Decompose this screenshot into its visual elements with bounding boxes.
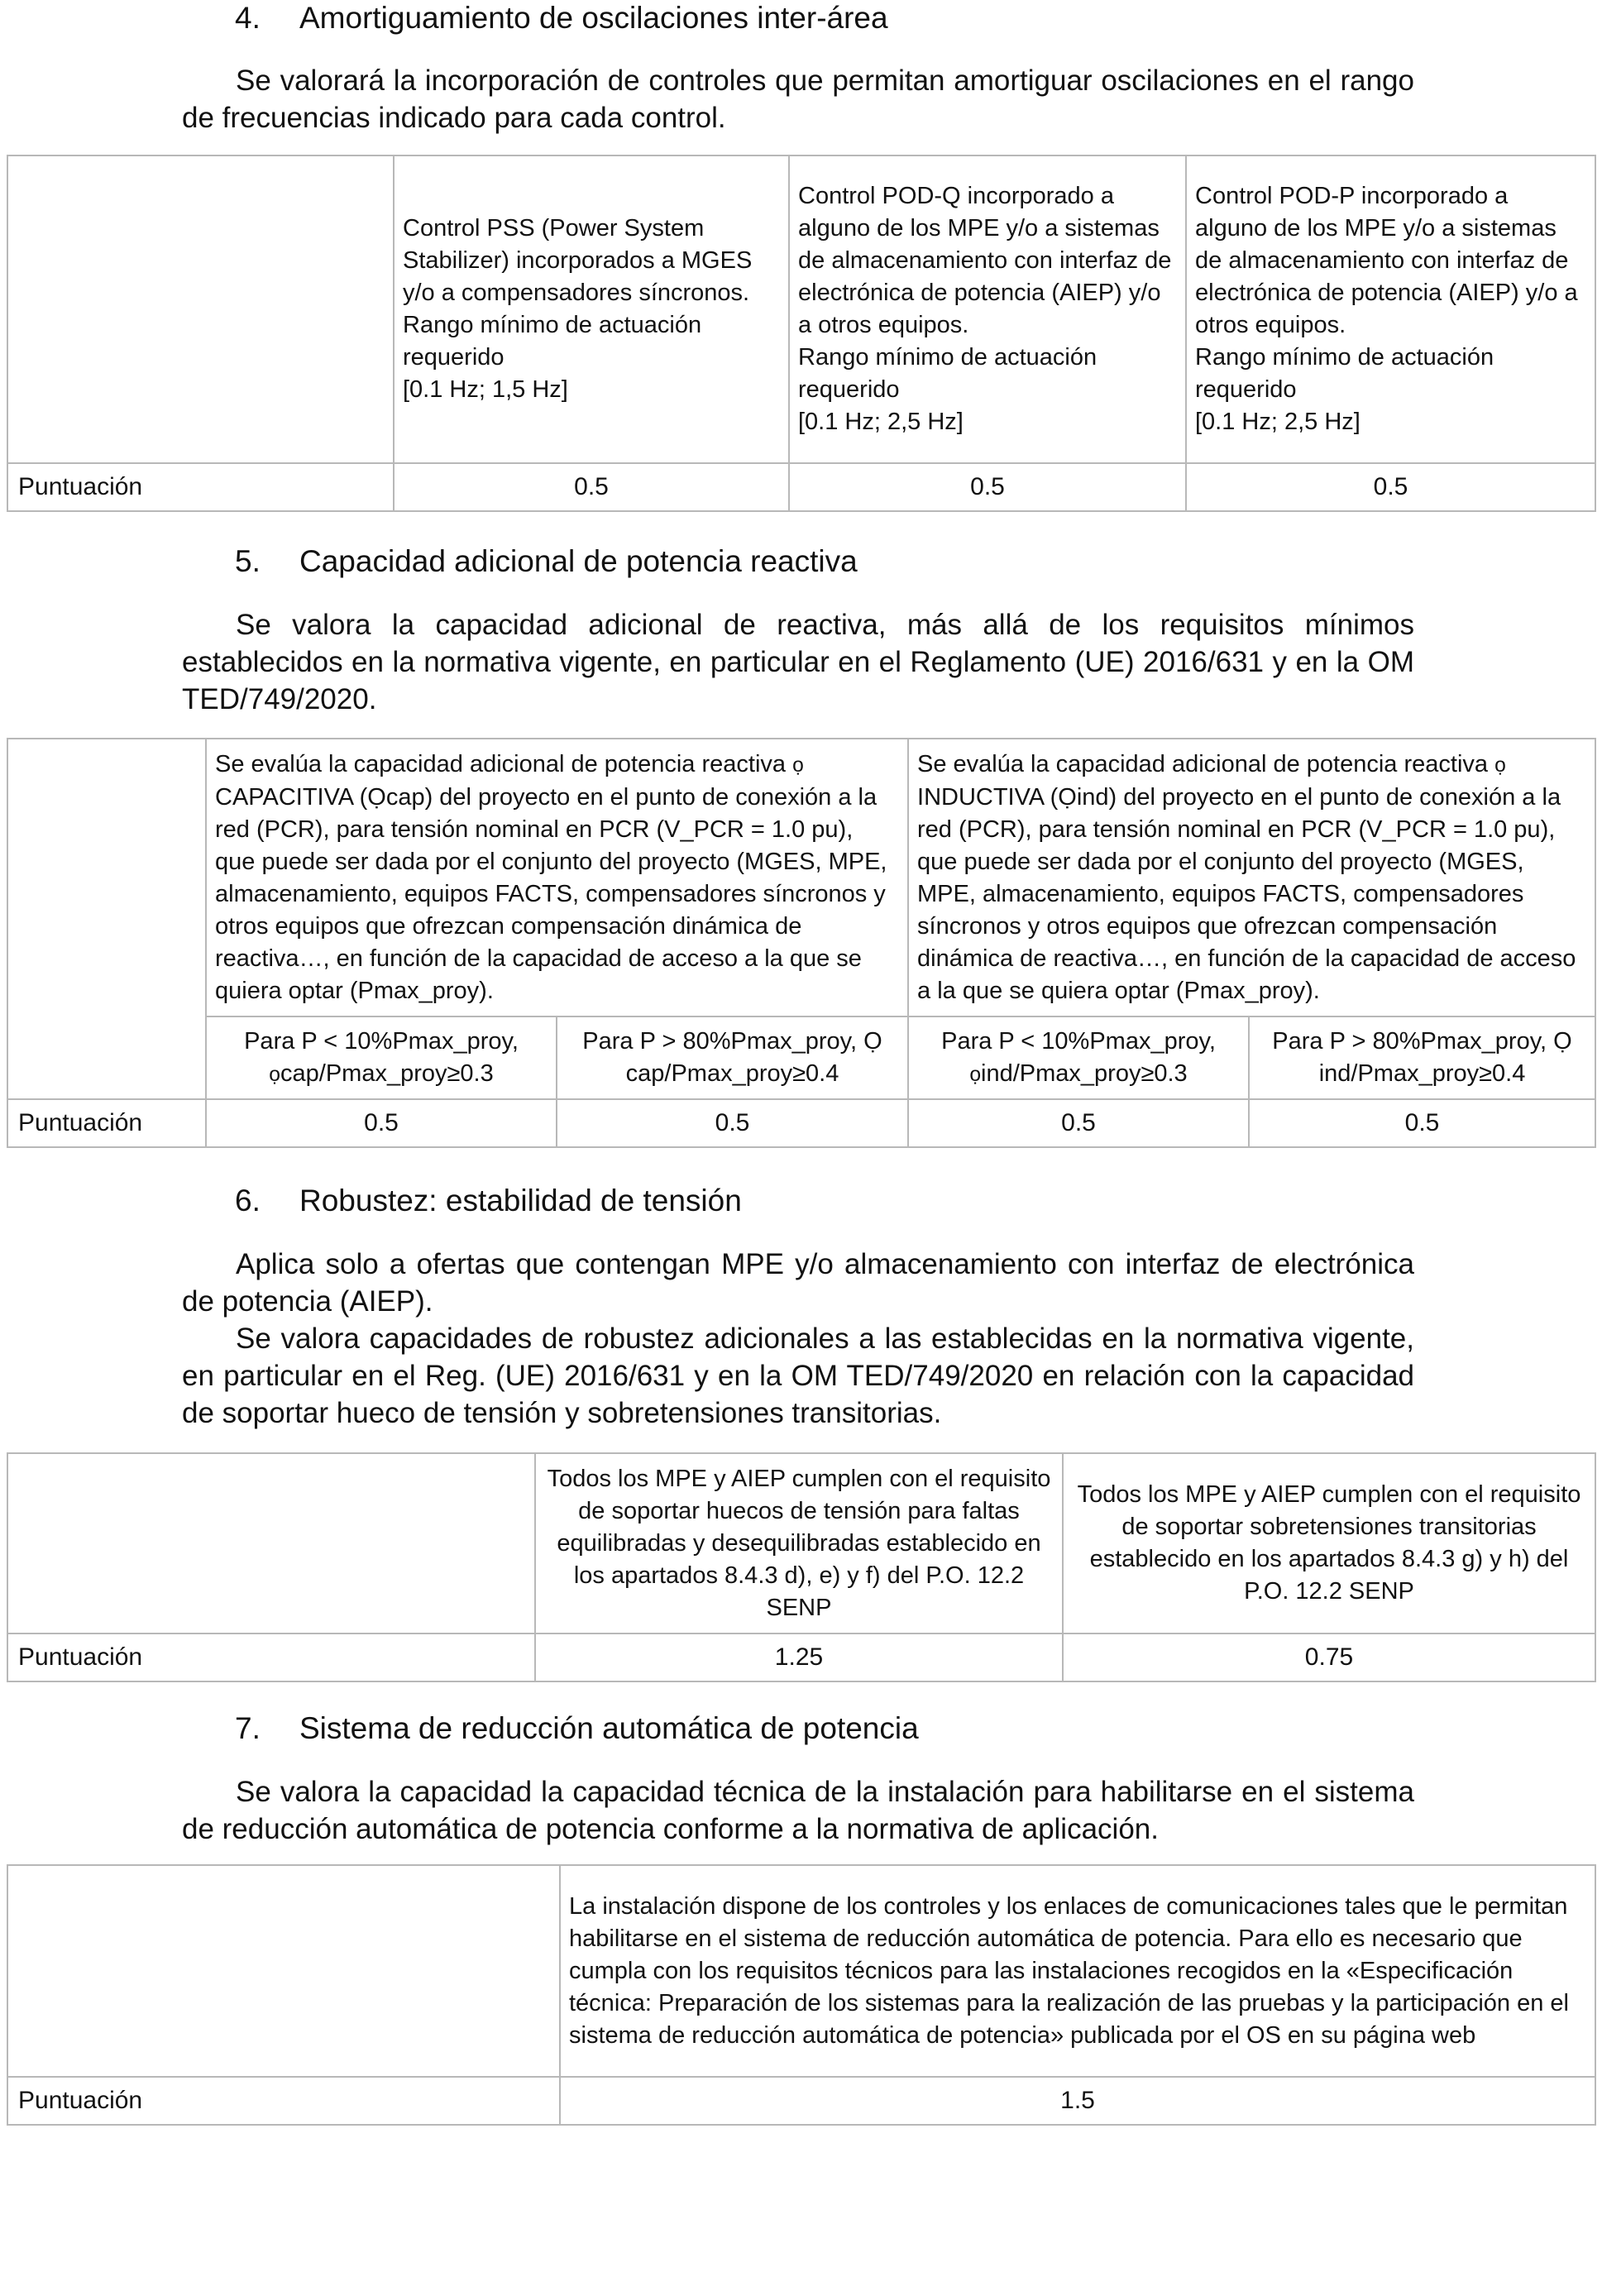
empty-cell [7, 1865, 560, 2077]
score-label: Puntuación [7, 1634, 535, 1681]
score-value: 0.5 [789, 463, 1186, 511]
empty-cell [7, 739, 206, 1099]
table-header-row [7, 1453, 1595, 1634]
section-7-title: Sistema de reducción automática de potencia [299, 1711, 919, 1745]
section-5-number: 5. [235, 544, 261, 578]
score-value: 0.5 [394, 463, 789, 511]
score-label: Puntuación [7, 2077, 560, 2125]
overvoltage-cell: Todos los MPE y AIEP cumplen con el requisito de soportar sobretensiones transitorias establecido en los apartados 8.4.3 g) y h) del P.O. 12.2 SENP [1063, 1453, 1595, 1634]
score-value: 0.5 [1249, 1099, 1595, 1147]
score-value: 0.5 [908, 1099, 1249, 1147]
pod-p-control-cell: Control POD-P incorporado a alguno de los MPE y/o a sistemas de almacenamiento con interfaz de electrónica de potencia (AIEP) y/o a otros equipos. Rango mínimo de actuación requerido [0.1 Hz; 2,5 Hz] [1186, 155, 1595, 463]
inductive-reactive-cell: Se evalúa la capacidad adicional de potencia reactiva ọ INDUCTIVA (Ọind) del proyecto en el punto de conexión a la red (PCR), para tensión nominal en PCR (V_PCR = 1.0 pu), que puede ser dada por el conjunto del proyecto (MGES, MPE, almacenamiento, equipos FACTS, compensadores síncronos y otros equipos que ofrezcan compensación dinámica de reactiva…, en función de la capacidad de acceso a la que se quiera optar (Pmax_proy). [908, 739, 1595, 1016]
q-symbol: ọ [969, 1063, 982, 1086]
pss-control-cell: Control PSS (Power System Stabilizer) incorporados a MGES y/o a compensadores síncronos. Rango mínimo de actuación requerido [0.1 Hz; 1,5 Hz] [394, 155, 789, 463]
empty-cell [7, 1453, 535, 1634]
section-7-number: 7. [235, 1711, 261, 1745]
q-symbol: ọ [1494, 753, 1506, 777]
q-symbol: ọ [792, 753, 804, 777]
section-6-table [7, 1452, 1596, 1682]
q-symbol: Ọ [1058, 783, 1077, 811]
section-6-heading [235, 1183, 742, 1219]
score-label: Puntuación [7, 463, 394, 511]
empty-cell [7, 155, 394, 463]
score-label: Puntuación [7, 1099, 206, 1147]
section-6-title: Robustez: estabilidad de tensión [299, 1184, 742, 1217]
section-5-heading [235, 543, 858, 580]
score-value: 0.5 [557, 1099, 908, 1147]
section-6-number: 6. [235, 1184, 261, 1217]
section-5-intro: Se valora la capacidad adicional de reactiva, más allá de los requisitos mínimos establecidos en la normativa vigente, en particular en el Reglamento (UE) 2016/631 y en la OM TED/749/2020. [182, 609, 1414, 715]
q-symbol: Ọ [367, 783, 386, 811]
pod-q-control-cell: Control POD-Q incorporado a alguno de los MPE y/o a sistemas de almacenamiento con interfaz de electrónica de potencia (AIEP) y/o a otros equipos. Rango mínimo de actuación requerido [0.1 Hz; 2,5 Hz] [789, 155, 1186, 463]
section-6-intro: Aplica solo a ofertas que contengan MPE y/o almacenamiento con interfaz de electrónica de potencia (AIEP). Se valora capacidades de robustez adicionales a las establecidas en la normativa vigente, en particular en el Reg. (UE) 2016/631 y en la OM TED/749/2020 en relación con la capacidad de soportar hueco de tensión y sobretensiones transitorias. [182, 1248, 1414, 1429]
score-row [7, 1634, 1595, 1681]
score-row [7, 2077, 1595, 2125]
score-value: 0.5 [206, 1099, 557, 1147]
section-4-title: Amortiguamiento de oscilaciones inter-área [299, 1, 888, 35]
section-7-heading [235, 1710, 919, 1747]
inductive-high-power-cell: Para P > 80%Pmax_proy, Ọ ind/Pmax_proy≥0.4 [1249, 1016, 1595, 1099]
section-4-heading [235, 0, 888, 36]
capacitive-reactive-cell: Se evalúa la capacidad adicional de potencia reactiva ọ CAPACITIVA (Ọcap) del proyecto en el punto de conexión a la red (PCR), para tensión nominal en PCR (V_PCR = 1.0 pu), que puede ser dada por el conjunto del proyecto (MGES, MPE, almacenamiento, equipos FACTS, compensadores síncronos y otros equipos que ofrezcan compensación dinámica de reactiva…, en función de la capacidad de acceso a la que se quiera optar (Pmax_proy). [206, 739, 908, 1016]
score-value: 1.25 [535, 1634, 1063, 1681]
table-header-row [7, 739, 1595, 1016]
section-4-intro: Se valorará la incorporación de controles que permitan amortiguar oscilaciones en el rango de frecuencias indicado para cada control. [182, 65, 1414, 134]
score-value: 0.5 [1186, 463, 1595, 511]
section-4-number: 4. [235, 1, 261, 35]
table-header-row [7, 155, 1595, 463]
section-7-table [7, 1864, 1596, 2126]
section-5-table [7, 738, 1596, 1148]
capacitive-high-power-cell: Para P > 80%Pmax_proy, Ọ cap/Pmax_proy≥0.4 [557, 1016, 908, 1099]
q-symbol: Ọ [863, 1028, 882, 1055]
table-subheader-row [7, 1016, 1595, 1099]
section-7-intro: Se valora la capacidad la capacidad técnica de la instalación para habilitarse en el sistema de reducción automática de potencia conforme a la normativa de aplicación. [182, 1776, 1414, 1845]
score-value: 1.5 [560, 2077, 1595, 2125]
capacitive-low-power-cell: Para P < 10%Pmax_proy, ọcap/Pmax_proy≥0.3 [206, 1016, 557, 1099]
score-value: 0.75 [1063, 1634, 1595, 1681]
q-symbol: Ọ [1553, 1028, 1572, 1055]
section-4-table [7, 155, 1596, 512]
voltage-dip-cell: Todos los MPE y AIEP cumplen con el requisito de soportar huecos de tensión para faltas equilibradas y desequilibradas establecido en los apartados 8.4.3 d), e) y f) del P.O. 12.2 SENP [535, 1453, 1063, 1634]
score-row [7, 1099, 1595, 1147]
automatic-reduction-cell: La instalación dispone de los controles y los enlaces de comunicaciones tales que le permitan habilitarse en el sistema de reducción automática de potencia. Para ello es necesario que cumpla con los requisitos técnicos para las instalaciones recogidos en la «Especificación técnica: Preparación de los sistemas para la realización de las pruebas y la participación en el sistema de reducción automática de potencia» publicada por el OS en su página web [560, 1865, 1595, 2077]
score-row [7, 463, 1595, 511]
inductive-low-power-cell: Para P < 10%Pmax_proy, ọind/Pmax_proy≥0.3 [908, 1016, 1249, 1099]
table-header-row [7, 1865, 1595, 2077]
section-5-title: Capacidad adicional de potencia reactiva [299, 544, 858, 578]
q-symbol: ọ [269, 1063, 280, 1086]
